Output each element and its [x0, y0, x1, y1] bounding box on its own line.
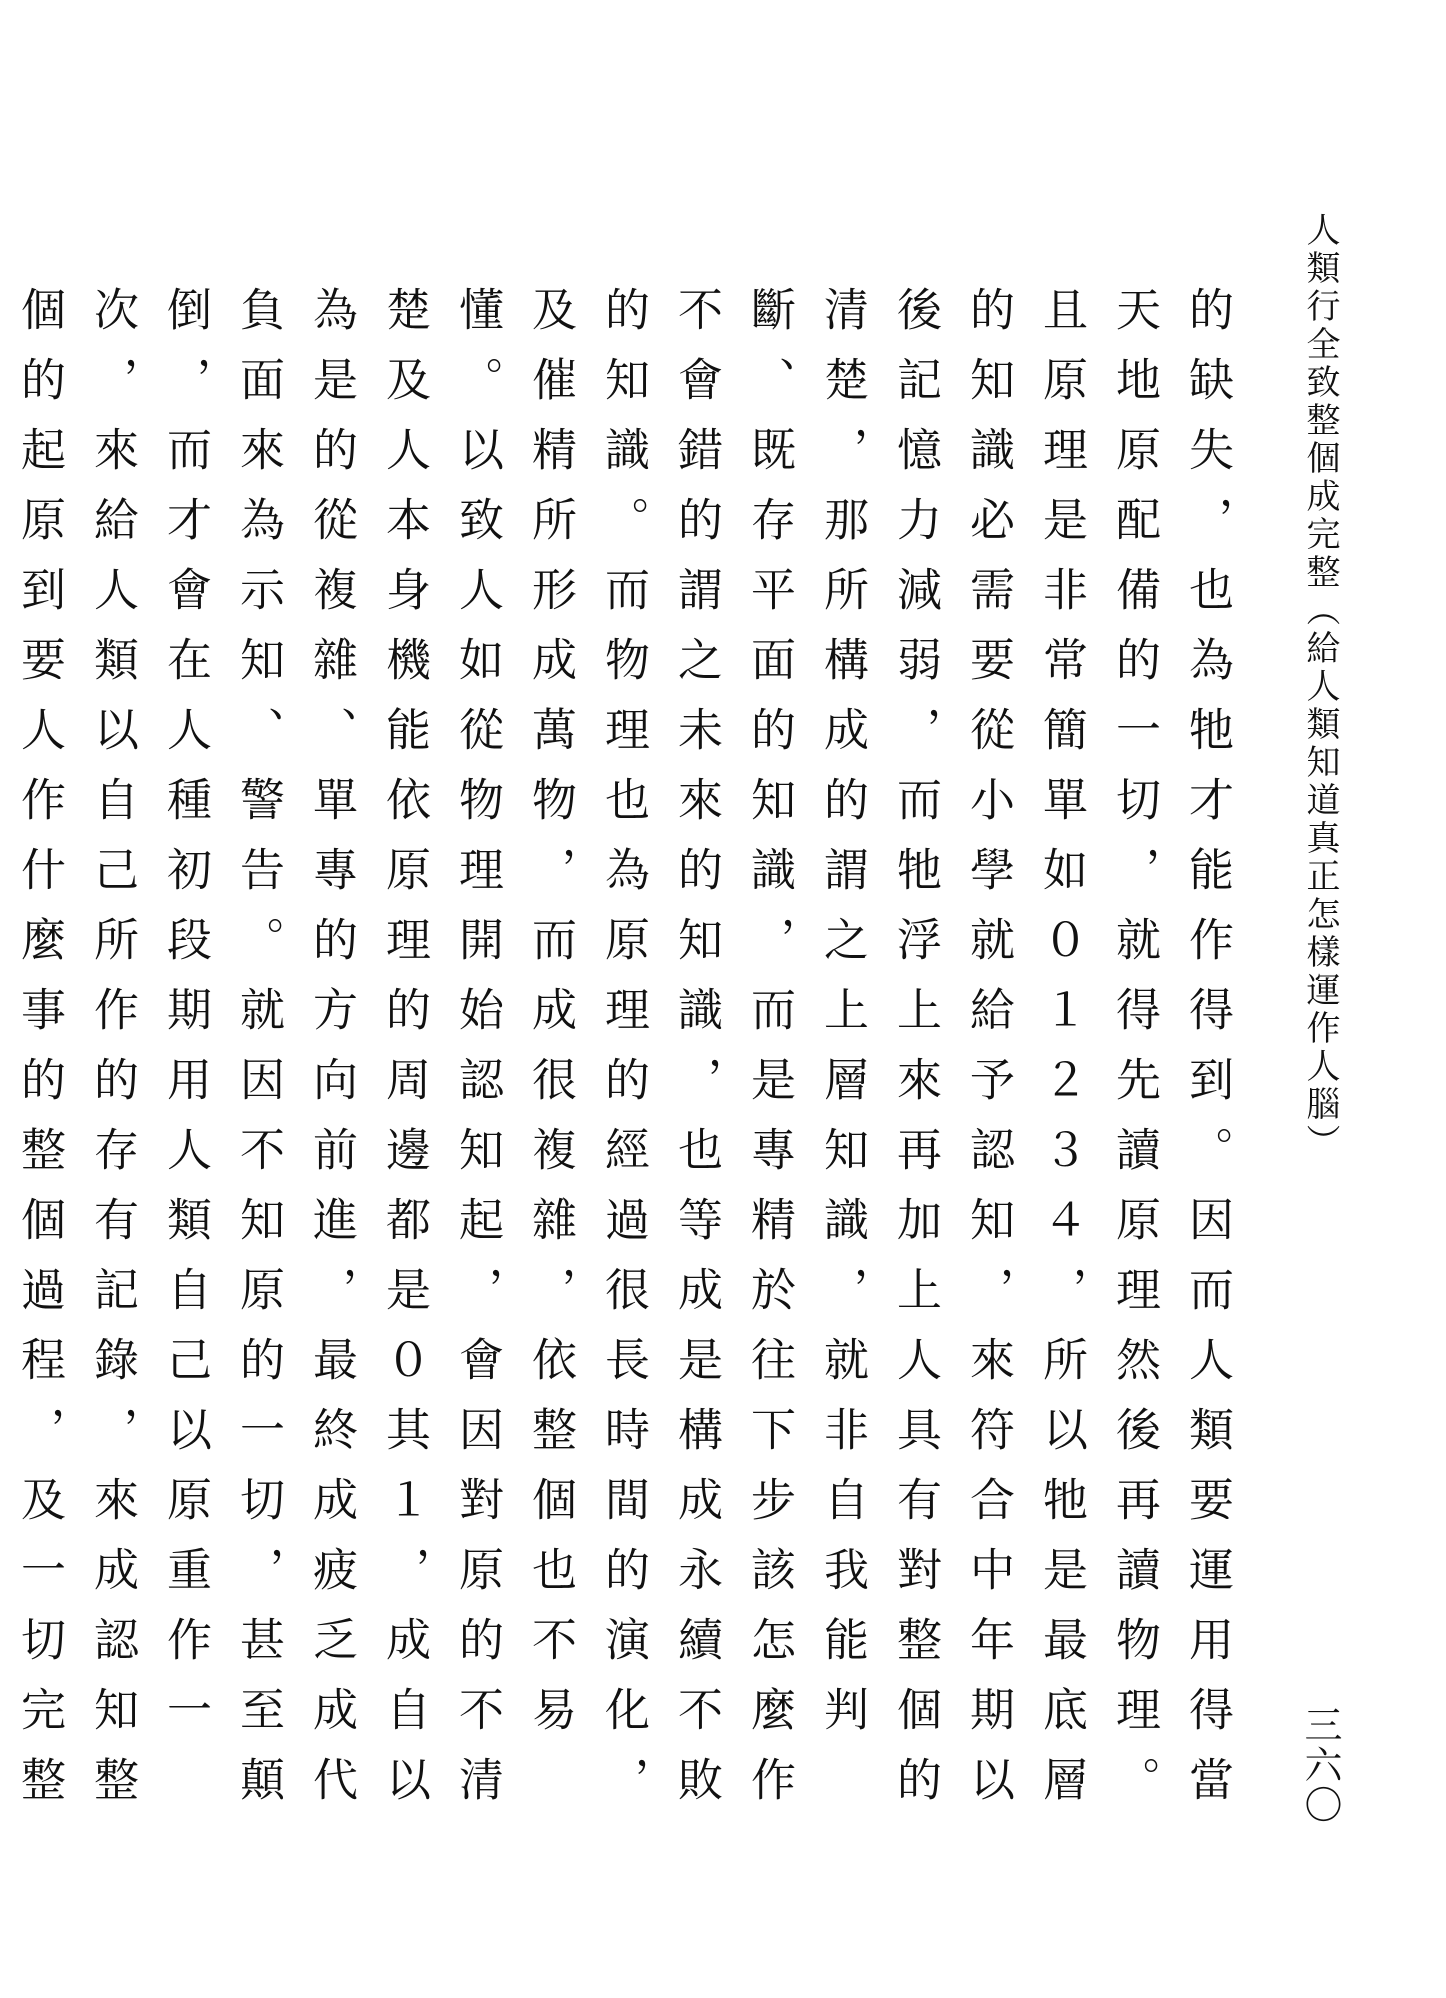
page-number: 三六〇	[1298, 1705, 1342, 1825]
running-header: 人類行全致整個成完整（給人類知道真正怎樣運作人腦）	[1300, 212, 1340, 1162]
body-text: 的缺失，也為牠才能作得到。因而人類要運用得當天地原配備的一切，就得先讀原理然後再讀物理。且原理是非常簡單如０１２３４，所以牠是最底層的知識必需要從小學就給予認知，來符合中年期以後記憶力減弱，而牠浮上來再加上人具有對整個的清楚，那所構成的謂之上層知識，就非自我能判斷、既存平面的知識，而是專精於往下步該怎麼作不會錯的謂之未來的知識，也等成是構成永續不敗的知識。而物理也為原理的經過很長時間的演化，及催精所形成萬物，而成很複雜，依整個也不易懂。以致人如從物理開始認知起，會因對原的不清楚及人本身機能依原理的周邊都是０其１，成自以為是的從複雜、單專的方向前進，最終成疲乏成代負面來為示知、警告。就因不知原的一切，甚至顛倒，而才會在人種初段期用人類自己以原重作一次，來給人類以自己所作的存有記錄，來成認知整個的起原到要人作什麼事的整個過程，及一切完整	[13, 286, 1234, 1826]
